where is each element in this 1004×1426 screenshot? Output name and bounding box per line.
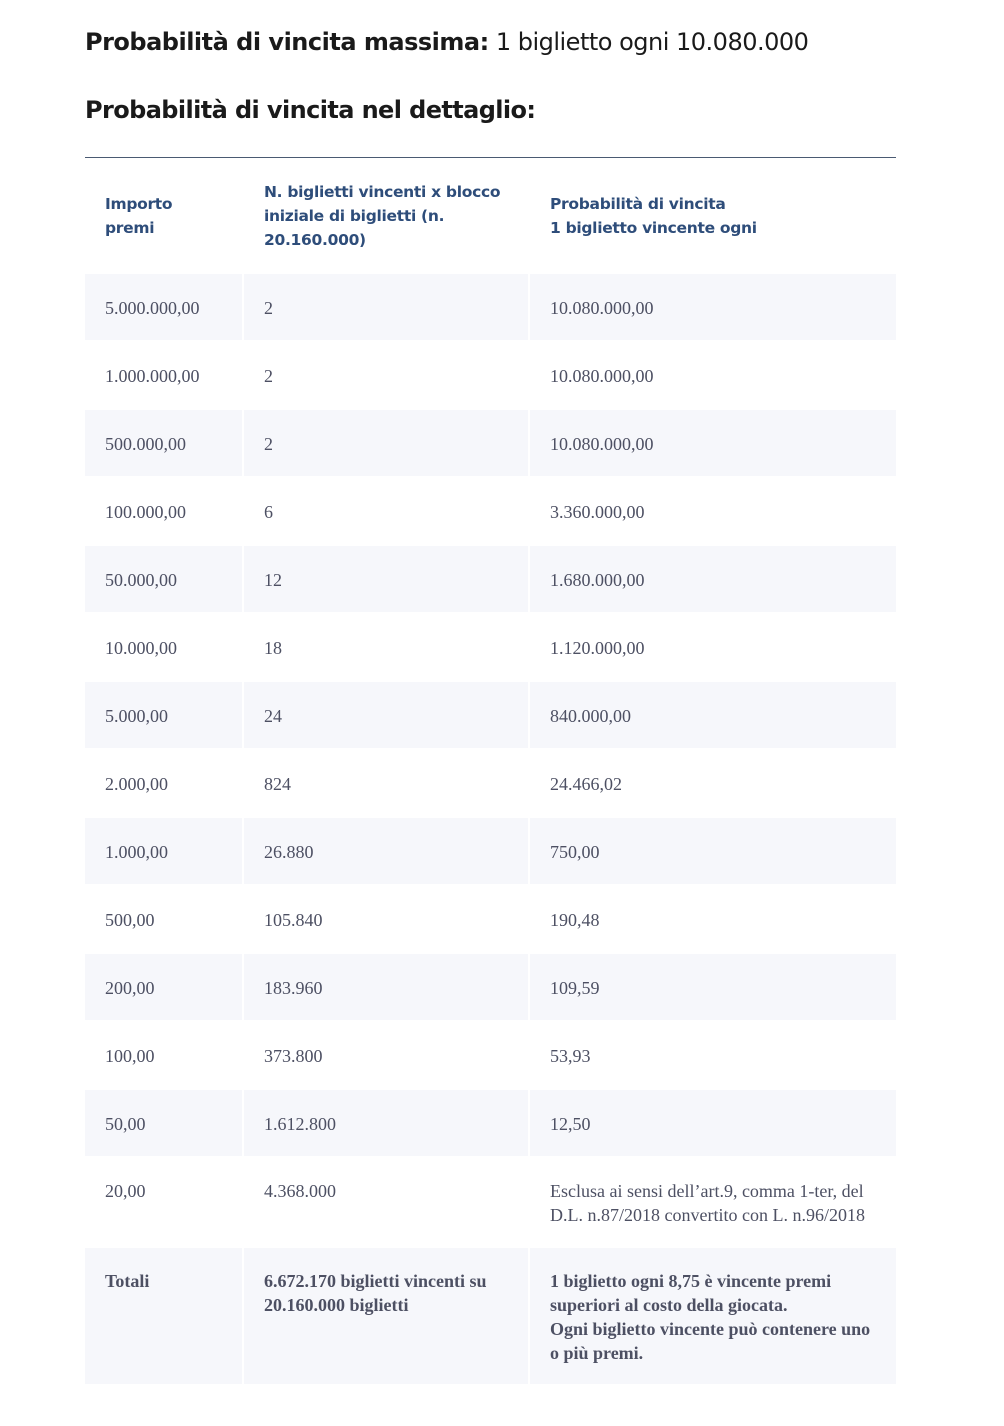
cell-probability: 24.466,02 [530, 750, 896, 816]
table-row [85, 478, 896, 544]
cell-probability: 1.680.000,00 [530, 546, 896, 612]
cell-tickets: 183.960 [244, 954, 528, 1020]
table-header-row [85, 160, 896, 272]
table-row [85, 818, 896, 884]
totals-row [85, 1248, 896, 1384]
totals-probability [530, 1248, 896, 1384]
cell-probability: 12,50 [530, 1090, 896, 1156]
cell-prize: 100,00 [85, 1022, 242, 1088]
cell-prize: 1.000,00 [85, 818, 242, 884]
cell-tickets: 373.800 [244, 1022, 528, 1088]
cell-probability: 10.080.000,00 [530, 410, 896, 476]
cell-probability: 1.120.000,00 [530, 614, 896, 680]
header-win-probability [530, 160, 896, 272]
table-row [85, 1022, 896, 1088]
cell-tickets: 1.612.800 [244, 1090, 528, 1156]
cell-prize: 5.000.000,00 [85, 274, 242, 340]
cell-prize: 50,00 [85, 1090, 242, 1156]
table-row [85, 954, 896, 1020]
cell-tickets: 105.840 [244, 886, 528, 952]
totals-probability-line1: 1 biglietto ogni 8,75 è vincente premi superiori al costo della giocata. [550, 1271, 832, 1315]
table-row [85, 1158, 896, 1246]
detail-heading: Probabilità di vincita nel dettaglio: [85, 96, 536, 124]
cell-prize: 50.000,00 [85, 546, 242, 612]
table-row [85, 410, 896, 476]
cell-prize: 200,00 [85, 954, 242, 1020]
cell-probability: 750,00 [530, 818, 896, 884]
cell-tickets: 4.368.000 [244, 1158, 528, 1246]
cell-prize: 500,00 [85, 886, 242, 952]
max-probability-value: 1 biglietto ogni 10.080.000 [495, 28, 809, 56]
cell-prize: 100.000,00 [85, 478, 242, 544]
cell-prize: 1.000.000,00 [85, 342, 242, 408]
header-prize-amount: Importo premi [85, 160, 242, 272]
probability-table-wrapper [85, 157, 896, 1386]
table-row [85, 1090, 896, 1156]
max-probability-line [85, 28, 808, 56]
cell-probability: 10.080.000,00 [530, 274, 896, 340]
table-row [85, 342, 896, 408]
cell-probability: 109,59 [530, 954, 896, 1020]
cell-tickets: 6 [244, 478, 528, 544]
cell-prize: 500.000,00 [85, 410, 242, 476]
probability-table [83, 158, 898, 1386]
table-row [85, 614, 896, 680]
cell-tickets: 2 [244, 342, 528, 408]
cell-prize: 2.000,00 [85, 750, 242, 816]
totals-tickets: 6.672.170 biglietti vincenti su 20.160.000 biglietti [244, 1248, 528, 1384]
cell-tickets: 824 [244, 750, 528, 816]
cell-prize: 5.000,00 [85, 682, 242, 748]
cell-tickets: 2 [244, 274, 528, 340]
cell-prize: 20,00 [85, 1158, 242, 1246]
cell-tickets: 26.880 [244, 818, 528, 884]
cell-probability: 53,93 [530, 1022, 896, 1088]
max-probability-label: Probabilità di vincita massima: [85, 28, 489, 56]
cell-probability: 3.360.000,00 [530, 478, 896, 544]
cell-probability: 10.080.000,00 [530, 342, 896, 408]
table-row [85, 682, 896, 748]
header-win-probability-line1: Probabilità di vincita [550, 195, 726, 213]
cell-tickets: 24 [244, 682, 528, 748]
table-row [85, 750, 896, 816]
table-row [85, 274, 896, 340]
header-win-probability-line2: 1 biglietto vincente ogni [550, 219, 757, 237]
cell-probability: 840.000,00 [530, 682, 896, 748]
table-row [85, 546, 896, 612]
cell-tickets: 18 [244, 614, 528, 680]
totals-label: Totali [85, 1248, 242, 1384]
cell-tickets: 2 [244, 410, 528, 476]
totals-probability-line2: Ogni biglietto vincente può contenere uno o più premi. [550, 1319, 871, 1363]
cell-probability: Esclusa ai sensi dell’art.9, comma 1-ter, del D.L. n.87/2018 convertito con L. n.96/2018 [530, 1158, 896, 1246]
cell-tickets: 12 [244, 546, 528, 612]
cell-prize: 10.000,00 [85, 614, 242, 680]
header-winning-tickets: N. biglietti vincenti x blocco iniziale di biglietti (n. 20.160.000) [244, 160, 528, 272]
cell-probability: 190,48 [530, 886, 896, 952]
table-row [85, 886, 896, 952]
